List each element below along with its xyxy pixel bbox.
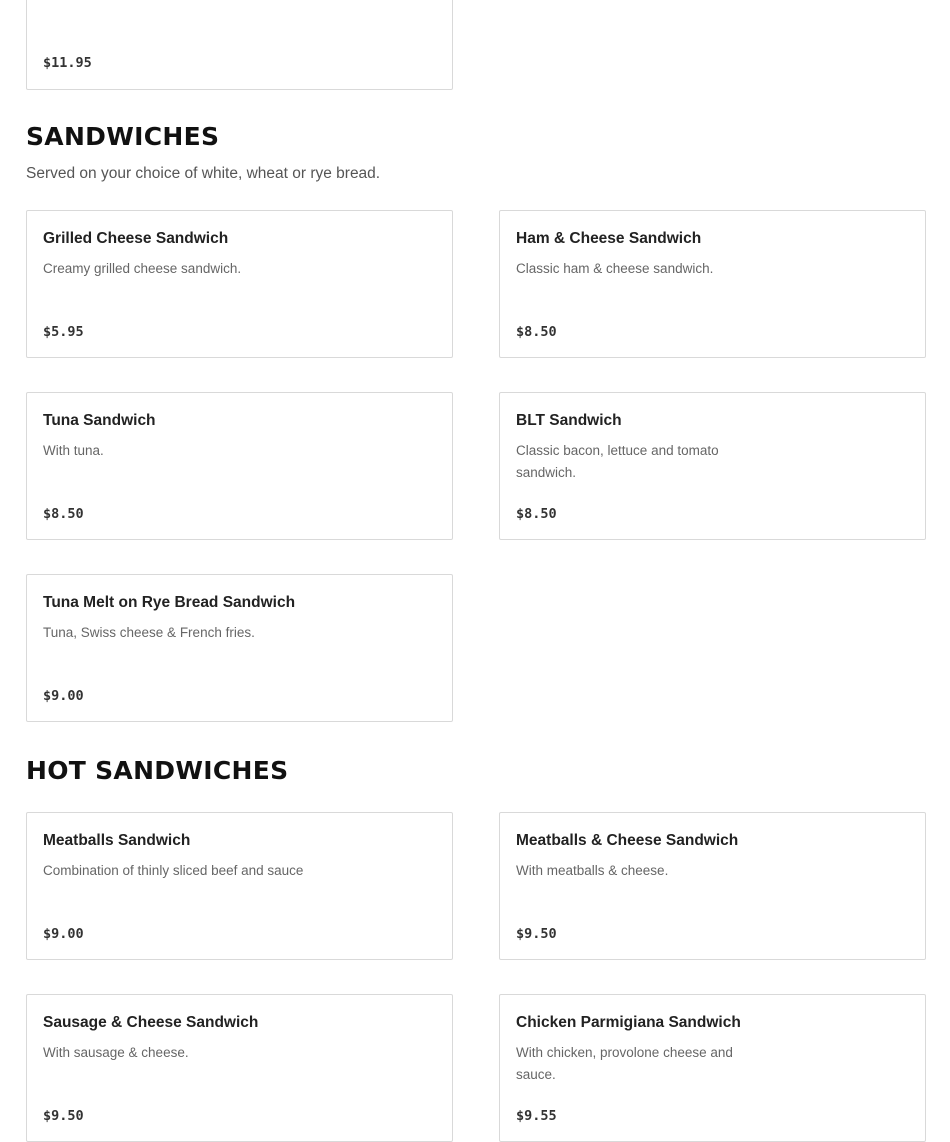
menu-item-price: $9.00	[43, 688, 84, 704]
menu-item-name: Meatballs Sandwich	[43, 832, 191, 849]
menu-item-name: Sausage & Cheese Sandwich	[43, 1014, 259, 1031]
menu-item-price: $5.95	[43, 324, 84, 340]
menu-item-price: $8.50	[43, 506, 84, 522]
menu-item-description: Classic bacon, lettuce and tomato sandwich.	[516, 443, 719, 480]
menu-item-card[interactable]	[26, 574, 453, 722]
menu-item-description: With chicken, provolone cheese and sauce.	[516, 1045, 733, 1082]
menu-item-card[interactable]	[499, 812, 926, 960]
menu-item-price: $8.50	[516, 506, 557, 522]
menu-item-card[interactable]	[26, 0, 453, 90]
menu-item-description: Combination of thinly sliced beef and sauce	[43, 863, 304, 878]
menu-item-card[interactable]	[26, 994, 453, 1142]
menu-item-price: $9.50	[43, 1108, 84, 1124]
menu-item-description: With meatballs & cheese.	[516, 863, 669, 878]
menu-item-card[interactable]	[499, 392, 926, 540]
menu-item-price: $9.50	[516, 926, 557, 942]
menu-item-description: Creamy grilled cheese sandwich.	[43, 261, 242, 276]
menu-item-price: $8.50	[516, 324, 557, 340]
menu-item-card[interactable]	[26, 392, 453, 540]
menu-item-description: Classic ham & cheese sandwich.	[516, 261, 714, 276]
menu-item-name: Meatballs & Cheese Sandwich	[516, 832, 739, 849]
menu-item-description: With tuna.	[43, 443, 104, 458]
section-title-hot-sandwiches: HOT SANDWICHES	[26, 756, 289, 785]
menu-item-description: With sausage & cheese.	[43, 1045, 189, 1060]
menu-item-name: BLT Sandwich	[516, 412, 622, 429]
menu-item-card[interactable]	[499, 994, 926, 1142]
section-title-sandwiches: SANDWICHES	[26, 122, 220, 151]
menu-item-card[interactable]	[26, 812, 453, 960]
section-subtitle-sandwiches: Served on your choice of white, wheat or rye bread.	[26, 165, 381, 182]
menu-item-name: Ham & Cheese Sandwich	[516, 230, 702, 247]
menu-item-price: $9.00	[43, 926, 84, 942]
menu-item-price: $9.55	[516, 1108, 557, 1124]
menu-item-price: $11.95	[43, 55, 92, 71]
menu-item-name: Tuna Sandwich	[43, 412, 156, 429]
menu-item-description: Tuna, Swiss cheese & French fries.	[43, 625, 255, 640]
menu-item-card[interactable]	[499, 210, 926, 358]
menu-item-name: Tuna Melt on Rye Bread Sandwich	[43, 594, 296, 611]
menu-item-card[interactable]	[26, 210, 453, 358]
menu-item-name: Chicken Parmigiana Sandwich	[516, 1014, 741, 1031]
menu-item-name: Grilled Cheese Sandwich	[43, 230, 229, 247]
